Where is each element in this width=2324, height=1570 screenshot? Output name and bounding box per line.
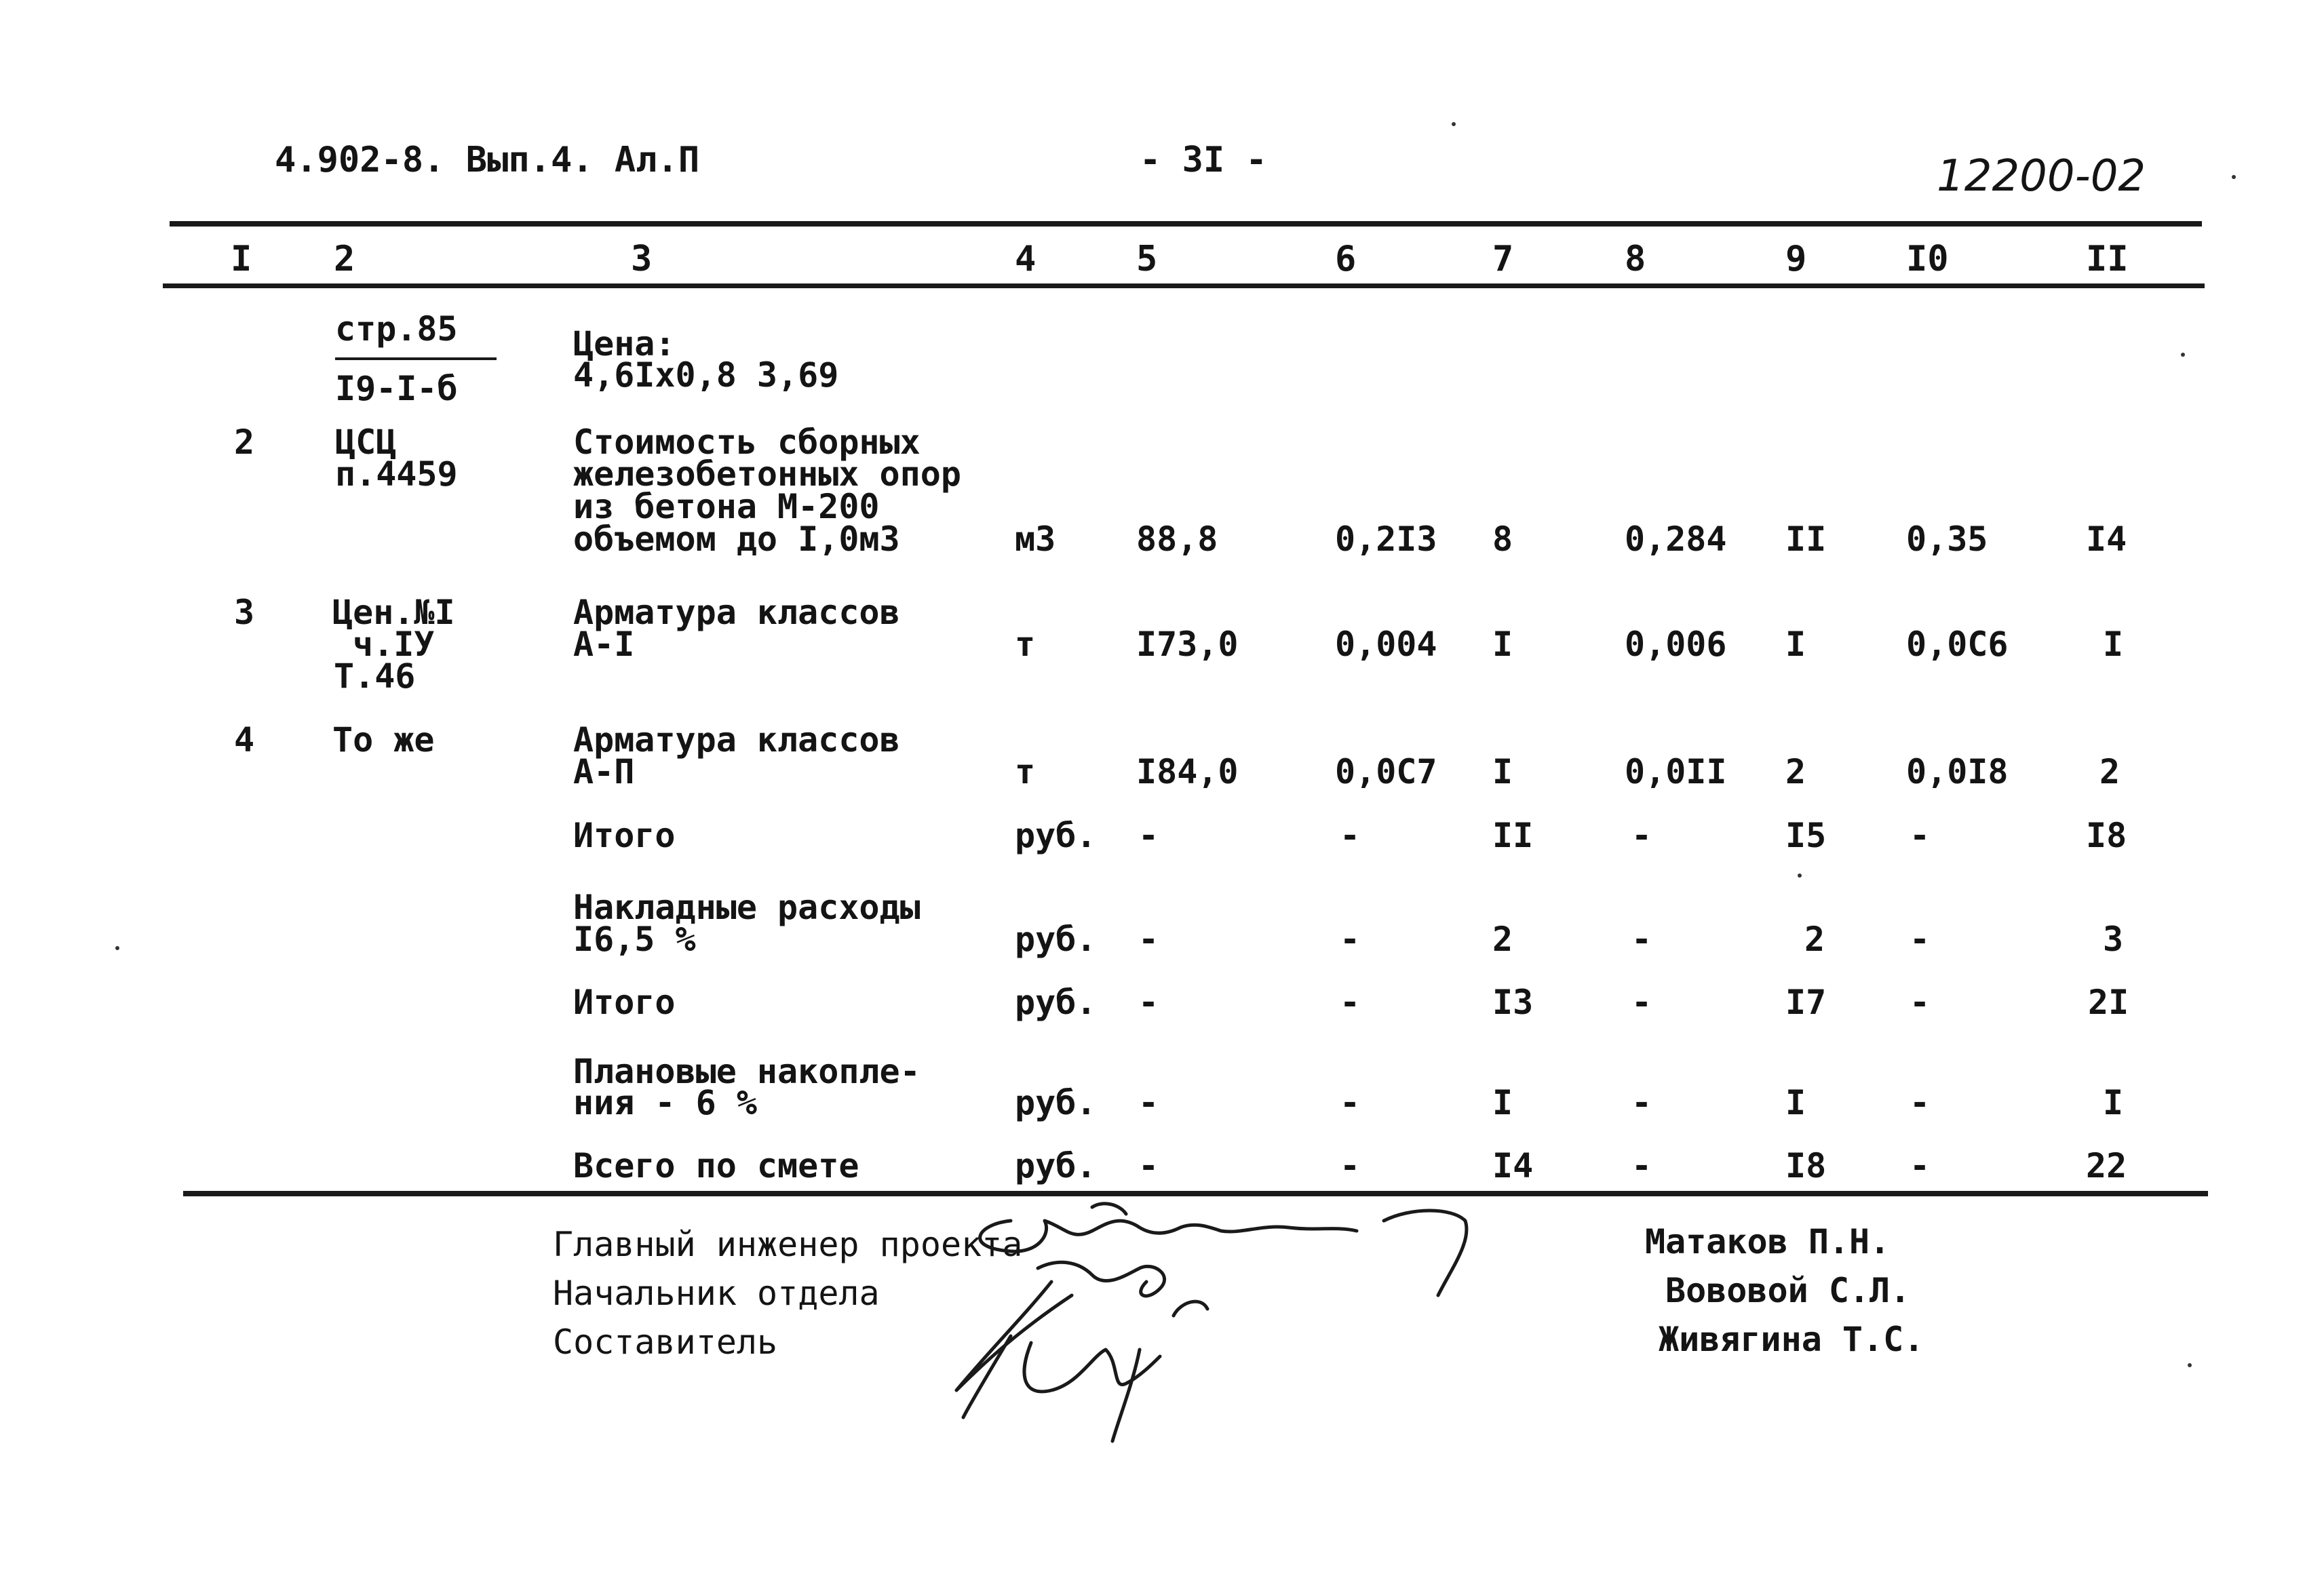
row-col5: I73,0: [1136, 625, 1239, 664]
totals-col9: I5: [1785, 816, 1827, 855]
row-col11: I: [2103, 625, 2124, 664]
row-number: 3: [234, 593, 255, 632]
column-header-8: 8: [1625, 239, 1646, 279]
scan-speck: [2188, 1363, 2192, 1367]
row-col5: I84,0: [1136, 752, 1239, 791]
row-col9: 2: [1785, 752, 1806, 791]
row-col6: 0,0С7: [1335, 752, 1437, 791]
row-col9: I: [1785, 625, 1806, 664]
totals-unit: руб.: [1015, 1146, 1097, 1185]
row-col7: I: [1492, 625, 1513, 664]
scan-speck: [2232, 175, 2236, 179]
top-rule: [170, 221, 2202, 227]
totals-col7: I: [1492, 1083, 1513, 1122]
totals-col8: -: [1631, 816, 1652, 855]
column-header-11: II: [2086, 239, 2129, 279]
totals-col7: II: [1492, 816, 1534, 855]
column-header-9: 9: [1785, 239, 1807, 279]
totals-col10: -: [1910, 816, 1931, 855]
row-description: объемом до I,0м3: [573, 519, 900, 559]
totals-label: ния - 6 %: [573, 1083, 757, 1122]
price-calculation: 4,6Ix0,8 3,69: [573, 355, 839, 395]
signatory-name: Живягина Т.С.: [1659, 1320, 1924, 1359]
totals-col11: 2I: [2088, 983, 2129, 1022]
totals-col6: -: [1340, 816, 1361, 855]
totals-col5: -: [1138, 983, 1159, 1022]
row-col11: I4: [2086, 519, 2127, 559]
price-label: Цена:: [573, 324, 676, 364]
totals-col6: -: [1340, 1146, 1361, 1185]
column-header-7: 7: [1492, 239, 1514, 279]
totals-label: Накладные расходы: [573, 888, 921, 927]
totals-col9: I: [1785, 1083, 1806, 1122]
row-number: 4: [234, 720, 255, 760]
totals-label: Всего по смете: [573, 1146, 859, 1185]
totals-unit: руб.: [1015, 983, 1097, 1022]
signature-role: Составитель: [553, 1322, 778, 1362]
column-header-5: 5: [1136, 239, 1158, 279]
row-col8: 0,0II: [1625, 752, 1727, 791]
row-col5: 88,8: [1136, 519, 1218, 559]
totals-col10: -: [1910, 1083, 1931, 1122]
totals-col11: 3: [2103, 920, 2124, 959]
totals-col7: I4: [1492, 1146, 1534, 1185]
column-header-2: 2: [334, 239, 355, 279]
totals-col7: 2: [1492, 920, 1513, 959]
row-unit: т: [1015, 625, 1036, 664]
reference-underline: [335, 357, 497, 360]
totals-col9: 2: [1804, 920, 1825, 959]
totals-col5: -: [1138, 1146, 1159, 1185]
row-reference: То же: [332, 720, 435, 760]
totals-unit: руб.: [1015, 816, 1097, 855]
row-col10: 0,35: [1906, 519, 1988, 559]
handwritten-signatures: [936, 1194, 1587, 1451]
row-col7: 8: [1492, 519, 1513, 559]
totals-col10: -: [1910, 920, 1931, 959]
totals-label: Плановые накопле-: [573, 1052, 921, 1091]
document-reference: 4.902-8. Вып.4. Ал.П: [275, 140, 700, 180]
totals-col9: I8: [1785, 1146, 1827, 1185]
totals-col9: I7: [1785, 983, 1827, 1022]
totals-unit: руб.: [1015, 1083, 1097, 1122]
row-col10: 0,0С6: [1906, 625, 2009, 664]
row-description: Стоимость сборных: [573, 423, 921, 462]
totals-col6: -: [1340, 920, 1361, 959]
totals-col7: I3: [1492, 983, 1534, 1022]
row-description: А-I: [573, 625, 635, 664]
row-description: железобетонных опор: [573, 454, 961, 494]
totals-unit: руб.: [1015, 920, 1097, 959]
totals-col8: -: [1631, 920, 1652, 959]
totals-col6: -: [1340, 1083, 1361, 1122]
totals-label: Итого: [573, 816, 676, 855]
totals-col8: -: [1631, 983, 1652, 1022]
row-description: Арматура классов: [573, 720, 900, 760]
column-header-rule: [163, 283, 2205, 288]
totals-col6: -: [1340, 983, 1361, 1022]
totals-col5: -: [1138, 1083, 1159, 1122]
row-col8: 0,284: [1625, 519, 1727, 559]
totals-col11: I8: [2086, 816, 2127, 855]
signature-role: Начальник отдела: [553, 1274, 880, 1313]
row-col10: 0,0I8: [1906, 752, 2009, 791]
column-header-3: 3: [631, 239, 653, 279]
row-number: 2: [234, 423, 255, 462]
totals-col8: -: [1631, 1146, 1652, 1185]
totals-col10: -: [1910, 1146, 1931, 1185]
column-header-1: I: [231, 239, 252, 279]
row-description: А-П: [573, 752, 635, 791]
scan-speck: [115, 946, 119, 950]
scan-speck: [2181, 353, 2185, 357]
row-reference: ч.IУ: [353, 625, 435, 664]
row-col7: I: [1492, 752, 1513, 791]
totals-col5: -: [1138, 816, 1159, 855]
page-number: - 3I -: [1140, 140, 1267, 180]
signature-role: Главный инженер проекта: [553, 1225, 1023, 1264]
row-col11: 2: [2099, 752, 2120, 791]
signatory-name: Вововой С.Л.: [1665, 1271, 1911, 1310]
totals-col11: I: [2103, 1083, 2124, 1122]
column-header-6: 6: [1335, 239, 1357, 279]
row-unit: т: [1015, 752, 1036, 791]
reference-code: I9-I-б: [335, 369, 458, 408]
totals-label: Итого: [573, 983, 676, 1022]
column-header-10: I0: [1906, 239, 1949, 279]
row-col9: II: [1785, 519, 1827, 559]
reference-page: стр.85: [335, 309, 458, 349]
column-header-4: 4: [1015, 239, 1037, 279]
scan-speck: [1452, 122, 1456, 126]
document-code: 12200-02: [1937, 151, 2146, 201]
row-col8: 0,006: [1625, 625, 1727, 664]
row-description: из бетона М-200: [573, 487, 880, 526]
totals-col11: 22: [2086, 1146, 2127, 1185]
row-reference: Т.46: [334, 656, 416, 696]
scan-speck: [1798, 874, 1802, 878]
row-reference: ЦСЦ: [335, 423, 397, 462]
row-unit: м3: [1015, 519, 1056, 559]
row-col6: 0,2I3: [1335, 519, 1437, 559]
row-description: Арматура классов: [573, 593, 900, 632]
totals-col8: -: [1631, 1083, 1652, 1122]
row-reference: п.4459: [335, 454, 458, 494]
row-reference: Цен.№I: [332, 593, 455, 632]
signatory-name: Матаков П.Н.: [1645, 1222, 1891, 1261]
totals-col5: -: [1138, 920, 1159, 959]
totals-col10: -: [1910, 983, 1931, 1022]
totals-label: I6,5 %: [573, 920, 696, 959]
row-col6: 0,004: [1335, 625, 1437, 664]
